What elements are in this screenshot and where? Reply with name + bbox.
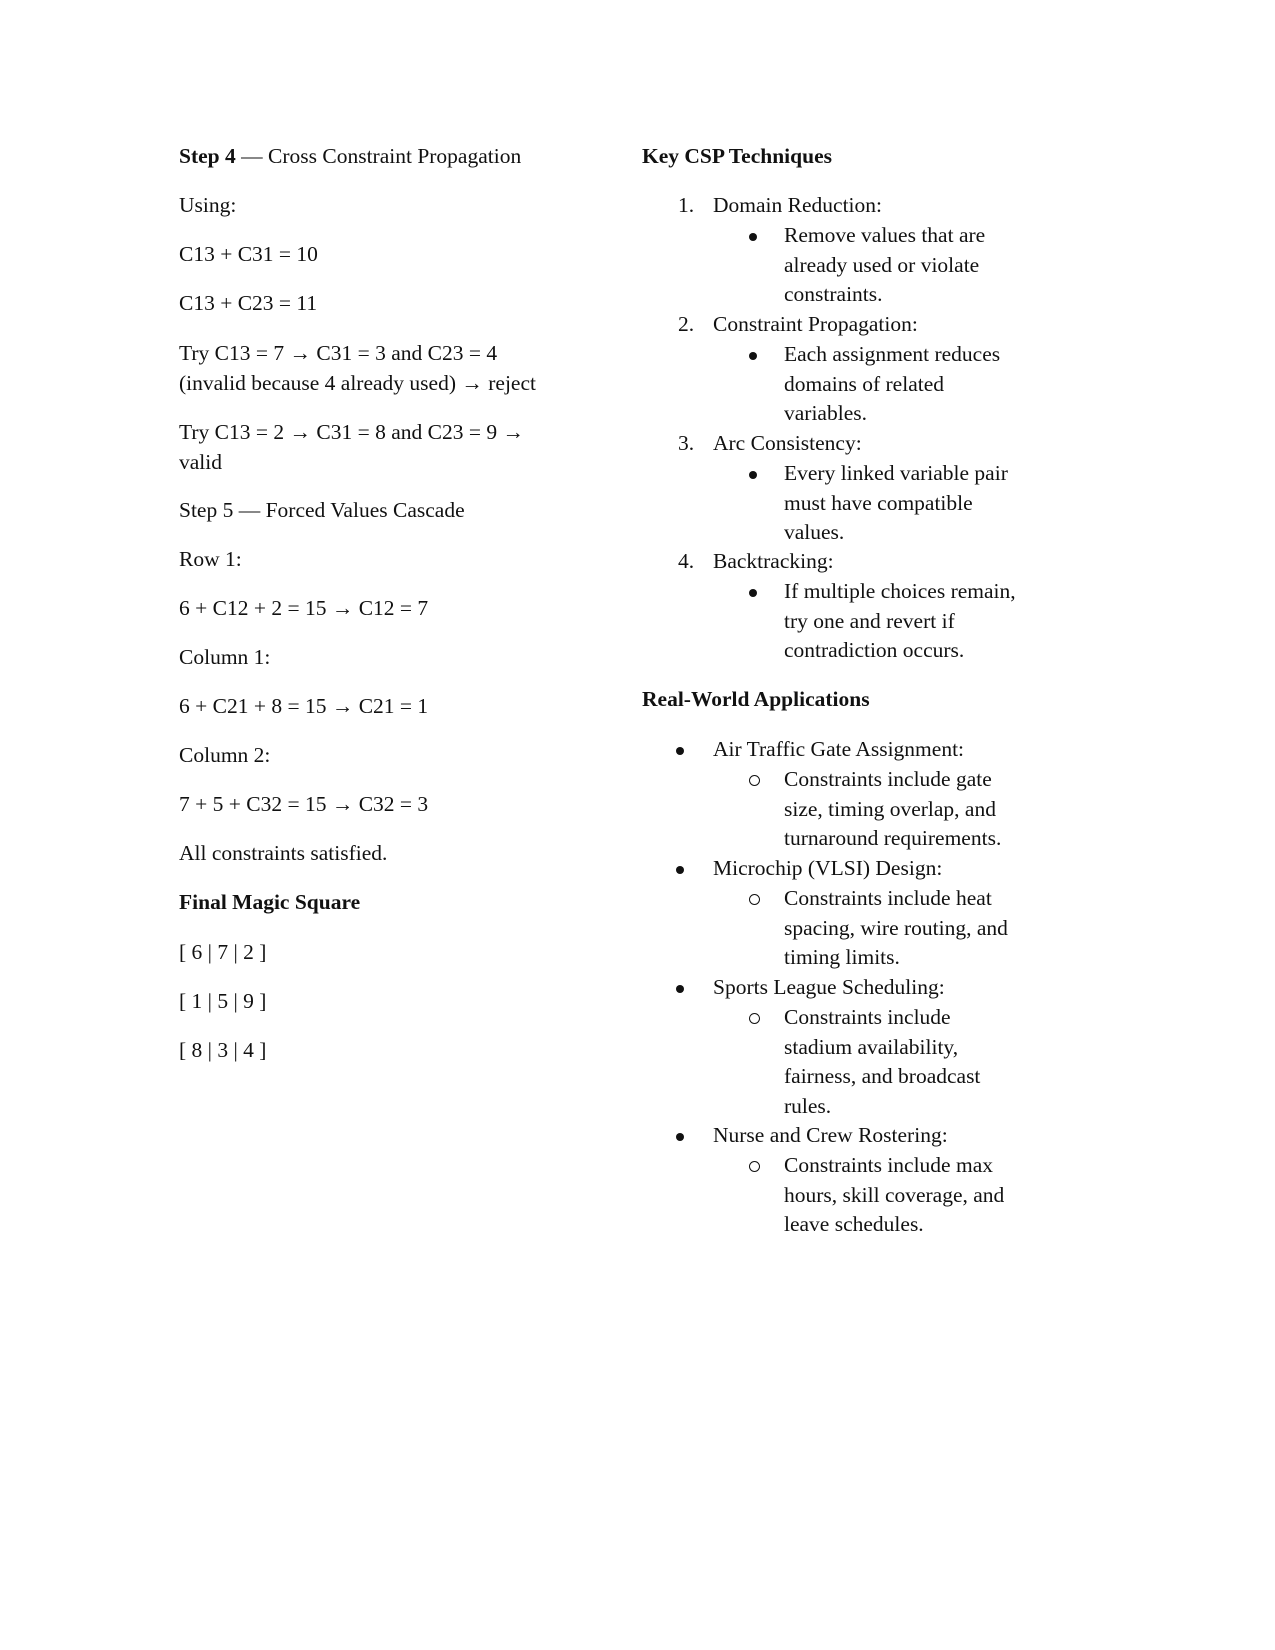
try-c13-2 xyxy=(179,418,524,477)
column1-label: Column 1: xyxy=(179,645,271,669)
real-world-applications-heading: Real-World Applications xyxy=(642,687,870,711)
bullet-icon xyxy=(749,340,757,370)
technique-4-detail-line: If multiple choices remain, xyxy=(784,579,1016,603)
step5-heading: Step 5 — Forced Values Cascade xyxy=(179,498,465,522)
application-4-detail-line: Constraints include max xyxy=(784,1153,993,1177)
try-c13-2-line2: valid xyxy=(179,449,222,474)
technique-1-detail-line: constraints. xyxy=(784,282,883,306)
technique-3-detail-line: must have compatible xyxy=(784,490,973,515)
application-1-detail-line: turnaround requirements. xyxy=(784,826,1002,850)
technique-4-detail-line: try one and revert if xyxy=(784,608,955,633)
application-3-detail xyxy=(784,1003,980,1121)
bullet-icon xyxy=(676,1121,684,1151)
application-3-detail-line: stadium availability, xyxy=(784,1034,959,1059)
technique-1-detail xyxy=(784,221,985,310)
hollow-bullet-icon xyxy=(749,1003,760,1033)
column2-label: Column 2: xyxy=(179,743,271,767)
technique-1-detail-line: Remove values that are xyxy=(784,223,986,247)
hollow-bullet-icon xyxy=(749,765,760,795)
bullet-icon xyxy=(749,221,757,251)
column1-equation: 6 + C21 + 8 = 15 → C21 = 1 xyxy=(179,694,429,718)
all-constraints-satisfied: All constraints satisfied. xyxy=(179,841,388,865)
try-c13-7 xyxy=(179,339,536,398)
technique-3-detail-line: Every linked variable pair xyxy=(784,461,1008,485)
technique-4-detail xyxy=(784,577,1016,666)
application-3-detail-line: fairness, and broadcast xyxy=(784,1064,981,1088)
technique-3-title: Arc Consistency: xyxy=(713,431,862,455)
key-csp-techniques-heading: Key CSP Techniques xyxy=(642,144,832,168)
column2-equation: 7 + 5 + C32 = 15 → C32 = 3 xyxy=(179,792,429,816)
application-2-detail-line: spacing, wire routing, and xyxy=(784,915,1008,940)
application-4-detail-line: hours, skill coverage, and xyxy=(784,1182,1005,1207)
equation-c13-c31: C13 + C31 = 10 xyxy=(179,242,318,266)
technique-1-detail-line: already used or violate xyxy=(784,252,980,277)
technique-2-detail-line: domains of related xyxy=(784,371,945,396)
application-3-detail-line: rules. xyxy=(784,1093,832,1118)
application-4-detail xyxy=(784,1151,1004,1240)
equation-c13-c23: C13 + C23 = 11 xyxy=(179,291,318,315)
application-1-detail-line: size, timing overlap, and xyxy=(784,796,996,821)
row1-equation: 6 + C12 + 2 = 15 → C12 = 7 xyxy=(179,596,429,620)
application-2-detail-line: timing limits. xyxy=(784,945,900,969)
try-c13-7-line1: Try C13 = 7 → C31 = 3 and C23 = 4 xyxy=(179,341,498,365)
technique-2-title: Constraint Propagation: xyxy=(713,312,918,336)
application-2-title: Microchip (VLSI) Design: xyxy=(713,856,943,880)
bullet-icon xyxy=(749,577,757,607)
bullet-icon xyxy=(676,735,684,765)
hollow-bullet-icon xyxy=(749,1151,760,1181)
technique-3-number: 3. xyxy=(678,431,695,455)
application-4-detail-line: leave schedules. xyxy=(784,1212,924,1236)
application-1-detail xyxy=(784,765,1001,854)
bullet-icon xyxy=(676,973,684,1003)
application-3-title: Sports League Scheduling: xyxy=(713,975,945,999)
application-2-detail-line: Constraints include heat xyxy=(784,886,992,910)
magic-square-row-2: [ 1 | 5 | 9 ] xyxy=(179,989,267,1013)
try-c13-2-line1: Try C13 = 2 → C31 = 8 and C23 = 9 → xyxy=(179,420,524,444)
technique-1-title: Domain Reduction: xyxy=(713,193,882,217)
application-1-detail-line: Constraints include gate xyxy=(784,767,992,791)
application-4-title: Nurse and Crew Rostering: xyxy=(713,1123,948,1147)
technique-4-title: Backtracking: xyxy=(713,549,834,573)
step4-label: Step 4 xyxy=(179,144,236,168)
application-3-detail-line: Constraints include xyxy=(784,1005,951,1029)
technique-4-detail-line: contradiction occurs. xyxy=(784,638,965,662)
technique-2-detail-line: Each assignment reduces xyxy=(784,342,1001,366)
final-magic-square-heading: Final Magic Square xyxy=(179,890,361,914)
application-1-title: Air Traffic Gate Assignment: xyxy=(713,737,965,761)
step4-title: — Cross Constraint Propagation xyxy=(235,144,522,168)
step4-heading xyxy=(179,142,521,172)
try-c13-7-line2: (invalid because 4 already used) → reject xyxy=(179,370,536,395)
hollow-bullet-icon xyxy=(749,884,760,914)
using-label: Using: xyxy=(179,193,237,217)
magic-square-row-3: [ 8 | 3 | 4 ] xyxy=(179,1038,267,1062)
bullet-icon xyxy=(676,854,684,884)
application-2-detail xyxy=(784,884,1008,973)
row1-label: Row 1: xyxy=(179,547,242,571)
technique-2-detail xyxy=(784,340,1000,429)
technique-4-number: 4. xyxy=(678,549,695,573)
technique-2-number: 2. xyxy=(678,312,695,336)
technique-2-detail-line: variables. xyxy=(784,401,867,425)
technique-3-detail xyxy=(784,459,1008,548)
technique-3-detail-line: values. xyxy=(784,520,845,544)
bullet-icon xyxy=(749,459,757,489)
magic-square-row-1: [ 6 | 7 | 2 ] xyxy=(179,940,267,964)
technique-1-number: 1. xyxy=(678,193,695,217)
